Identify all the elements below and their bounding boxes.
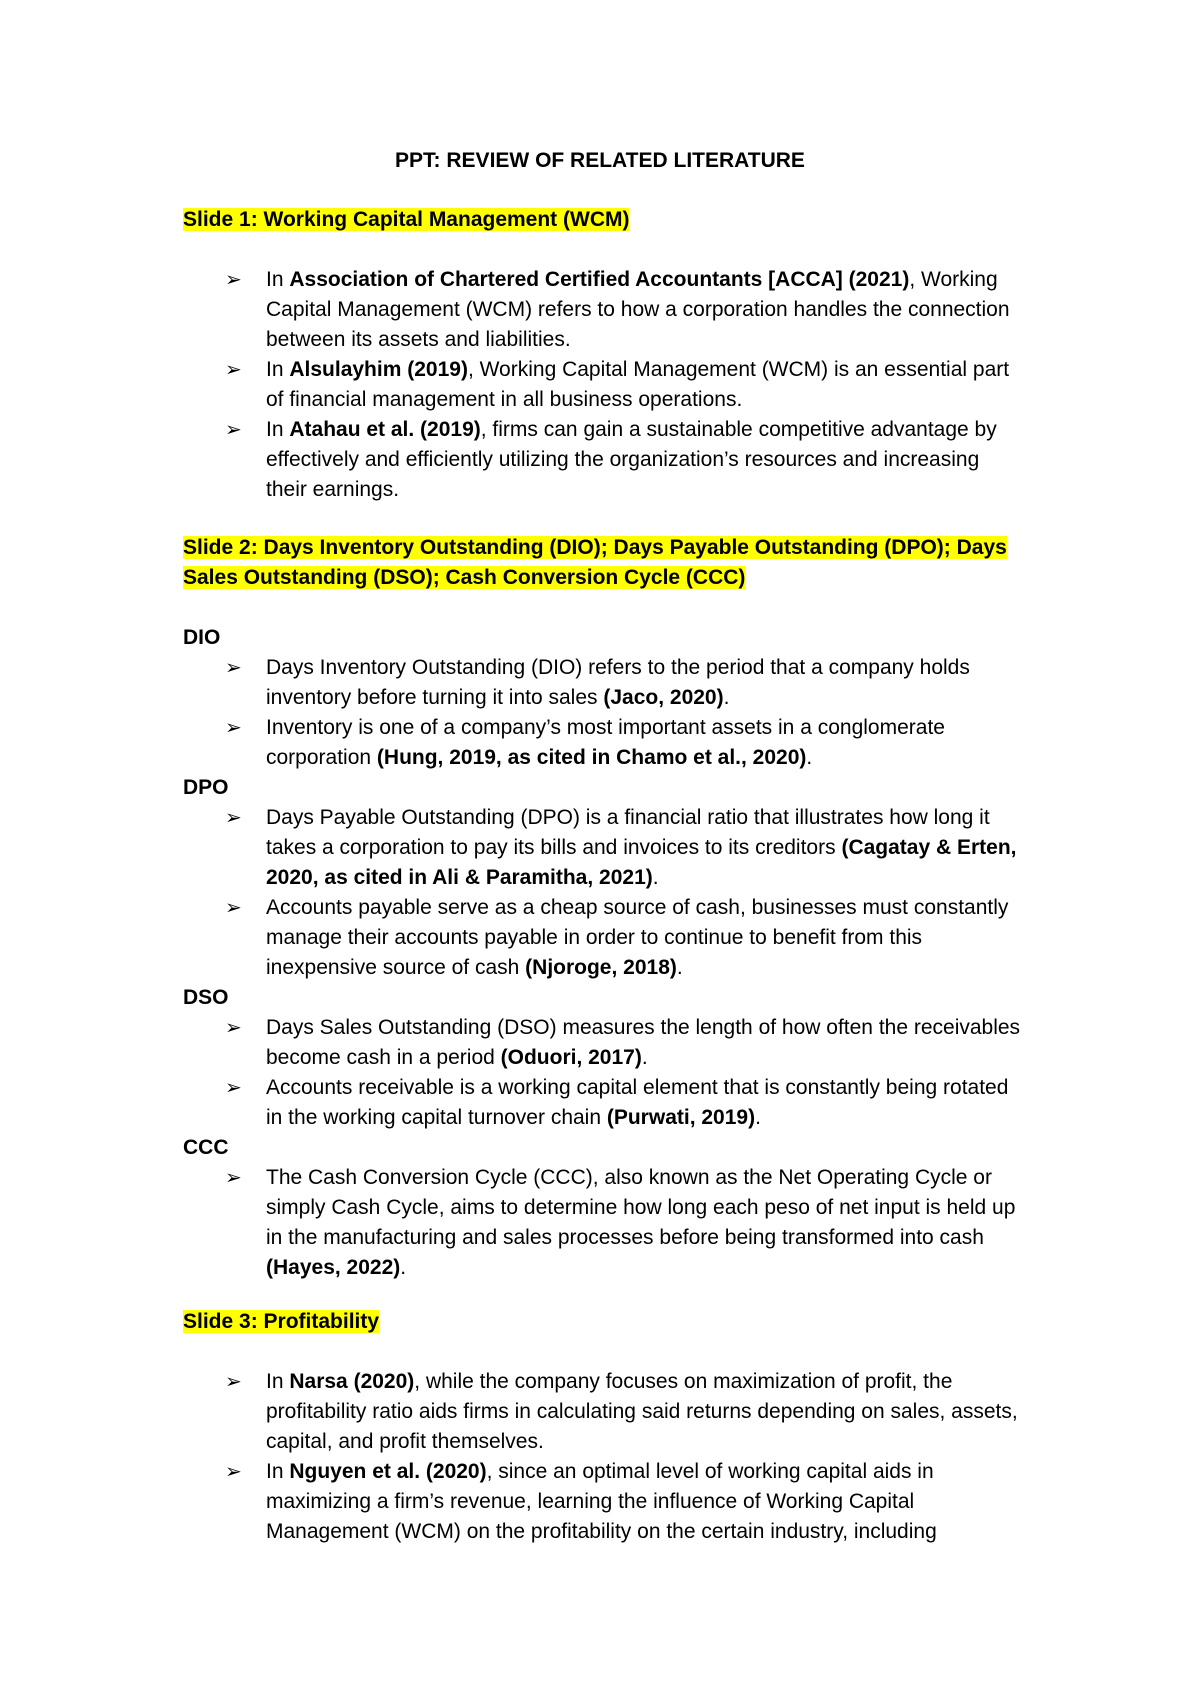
list-item: ➢ In Atahau et al. (2019), firms can gain a sustainable competitive advantage by effectively and efficiently utilizing the organization’s resources and increasing their earnings. bbox=[266, 415, 1023, 505]
list-item: ➢ In Alsulayhim (2019), Working Capital Management (WCM) is an essential part of financial management in all business operations. bbox=[266, 355, 1023, 415]
list-item: ➢ Inventory is one of a company’s most important assets in a conglomerate corporation (Hung, 2019, as cited in Chamo et al., 2020). bbox=[266, 713, 1023, 773]
dpo-label: DPO bbox=[183, 776, 229, 799]
ccc-label: CCC bbox=[183, 1136, 229, 1159]
slide-1-heading: Slide 1: Working Capital Management (WCM) bbox=[183, 208, 630, 231]
list-item: ➢ In Narsa (2020), while the company focuses on maximization of profit, the profitability ratio aids firms in calculating said returns depending on sales, assets, capital, and profit themselves. bbox=[266, 1367, 1023, 1457]
dio-label: DIO bbox=[183, 626, 221, 649]
document-body bbox=[183, 205, 1023, 1547]
arrow-bullet-icon: ➢ bbox=[225, 807, 242, 829]
list-item: ➢ The Cash Conversion Cycle (CCC), also known as the Net Operating Cycle or simply Cash Cycle, aims to determine how long each peso of net input is held up in the manufacturing and sales processes before being transformed into cash (Hayes, 2022). bbox=[266, 1163, 1023, 1283]
list-item: ➢ In Nguyen et al. (2020), since an optimal level of working capital aids in maximizing a firm’s revenue, learning the influence of Working Capital Management (WCM) on the profitability on the certain industry, including bbox=[266, 1457, 1023, 1547]
list-item: ➢ Days Payable Outstanding (DPO) is a financial ratio that illustrates how long it takes a corporation to pay its bills and invoices to its creditors (Cagatay & Erten, 2020, as cited in Ali & Paramitha, 2021). bbox=[266, 803, 1023, 893]
arrow-bullet-icon: ➢ bbox=[225, 1167, 242, 1189]
arrow-bullet-icon: ➢ bbox=[225, 419, 242, 441]
list-item: ➢ Accounts payable serve as a cheap source of cash, businesses must constantly manage their accounts payable in order to continue to benefit from this inexpensive source of cash (Njoroge, 2018). bbox=[266, 893, 1023, 983]
dso-label: DSO bbox=[183, 986, 229, 1009]
dio-bullet-list bbox=[183, 653, 1023, 773]
arrow-bullet-icon: ➢ bbox=[225, 717, 242, 739]
slide-3-heading: Slide 3: Profitability bbox=[183, 1310, 380, 1333]
list-item: ➢ Days Sales Outstanding (DSO) measures the length of how often the receivables become cash in a period (Oduori, 2017). bbox=[266, 1013, 1023, 1073]
arrow-bullet-icon: ➢ bbox=[225, 657, 242, 679]
arrow-bullet-icon: ➢ bbox=[225, 269, 242, 291]
dpo-bullet-list bbox=[183, 803, 1023, 983]
list-item: ➢ In Association of Chartered Certified Accountants [ACCA] (2021), Working Capital Management (WCM) refers to how a corporation handles the connection between its assets and liabilities. bbox=[266, 265, 1023, 355]
list-item: ➢ Accounts receivable is a working capital element that is constantly being rotated in the working capital turnover chain (Purwati, 2019). bbox=[266, 1073, 1023, 1133]
slide-3-section bbox=[183, 1307, 1023, 1547]
slide-1-bullet-list bbox=[183, 265, 1023, 505]
slide-1-section bbox=[183, 205, 1023, 505]
ccc-bullet-list bbox=[183, 1163, 1023, 1283]
list-item: ➢ Days Inventory Outstanding (DIO) refers to the period that a company holds inventory before turning it into sales (Jaco, 2020). bbox=[266, 653, 1023, 713]
arrow-bullet-icon: ➢ bbox=[225, 897, 242, 919]
arrow-bullet-icon: ➢ bbox=[225, 1077, 242, 1099]
dso-bullet-list bbox=[183, 1013, 1023, 1133]
arrow-bullet-icon: ➢ bbox=[225, 359, 242, 381]
arrow-bullet-icon: ➢ bbox=[225, 1017, 242, 1039]
slide-2-section bbox=[183, 533, 1023, 1283]
arrow-bullet-icon: ➢ bbox=[225, 1461, 242, 1483]
arrow-bullet-icon: ➢ bbox=[225, 1371, 242, 1393]
slide-2-heading: Slide 2: Days Inventory Outstanding (DIO); Days Payable Outstanding (DPO); Days Sales Outstanding (DSO); Cash Conversion Cycle (CCC) bbox=[183, 536, 1007, 589]
slide-3-bullet-list bbox=[183, 1367, 1023, 1547]
document-title: PPT: REVIEW OF RELATED LITERATURE bbox=[395, 149, 805, 172]
